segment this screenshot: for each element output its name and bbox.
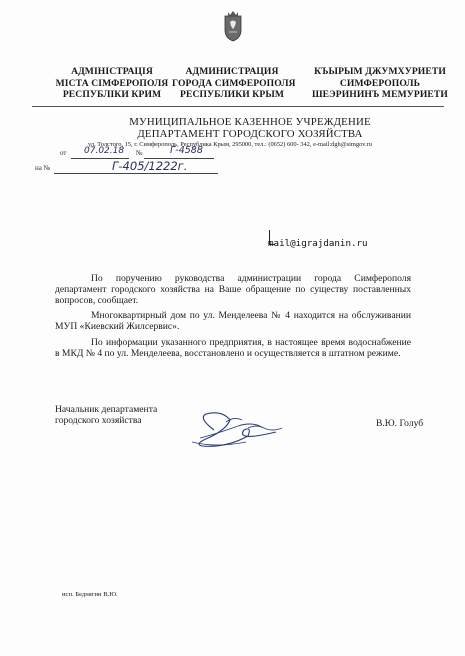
header-left-line: МІСТА СІМФЕРОПОЛЯ [55,77,169,89]
header-center-line: АДМИНИСТРАЦИЯ [185,66,279,77]
institution-address: ул. Толстого, 15, г. Симферополь, Республика Крым, 295000, тел.: (0652) 600- 342, e-mail:dgh@simgov.ru [88,141,372,148]
paragraph-text: По поручению руководства администрации города Симферополя департамент городского хозяйства на Ваше обращение по существу поставленных вопросов, сообщает. [55,273,411,306]
header-ukrainian [42,66,182,101]
header-center-line: РЕСПУБЛИКИ КРЫМ [179,89,284,101]
header-right-line: КЪЫРЫМ ДЖУМХУРИЕТИ [314,66,446,77]
signatory-position [55,404,157,426]
position-line: Начальник департамента [55,404,158,415]
paragraph-text: Многоквартирный дом по ул. Менделеева № 4 находится на обслуживании МУП «Киевский Жилсервис». [55,310,411,332]
body-paragraph [55,338,411,360]
header-left-line: АДМІНІСТРАЦІЯ [71,66,153,77]
paragraph-text: По информации указанного предприятия, в настоящее время водоснабжение в МКД № 4 по ул. Менделеева, восстановлено и осуществляется в штатном режиме. [55,337,411,359]
header-right-line: СИМФЕРОПОЛЬ [339,77,421,89]
addressee-email: mail@igrajdanin.ru [268,238,368,249]
handwritten-signature [186,408,296,452]
header-crimean-tatar [305,66,455,101]
header-russian [172,66,296,101]
handwritten-number: Г-4588 [170,145,203,156]
body-paragraph [55,274,411,307]
header-left-line: РЕСПУБЛІКИ КРИМ [62,89,162,101]
body-paragraph [55,311,411,333]
institution-type: МУНИЦИПАЛЬНОЕ КАЗЕННОЕ УЧРЕЖДЕНИЕ [129,116,371,128]
executor-note: исп. Беднягин В.Ю. [62,591,118,598]
handwritten-date: 07.02.18 [84,146,125,156]
reference-line [54,173,218,174]
from-label: от [60,149,67,157]
reference-label: на № [35,164,51,172]
signatory-name: В.Ю. Голуб [376,418,424,429]
institution-name: ДЕПАРТАМЕНТ ГОРОДСКОГО ХОЗЯЙСТВА [137,128,363,140]
position-line: городского хозяйства [55,415,142,426]
header-center-line: ГОРОДА СИМФЕРОПОЛЯ [172,77,296,89]
header-right-line: ШЕЭРИНИНЪ МЕМУРИЕТИ [312,89,448,101]
handwritten-reference: Г-405/1222г. [112,159,188,173]
header-divider [32,106,444,107]
number-label: № [136,149,143,157]
coat-of-arms-icon [221,10,245,42]
